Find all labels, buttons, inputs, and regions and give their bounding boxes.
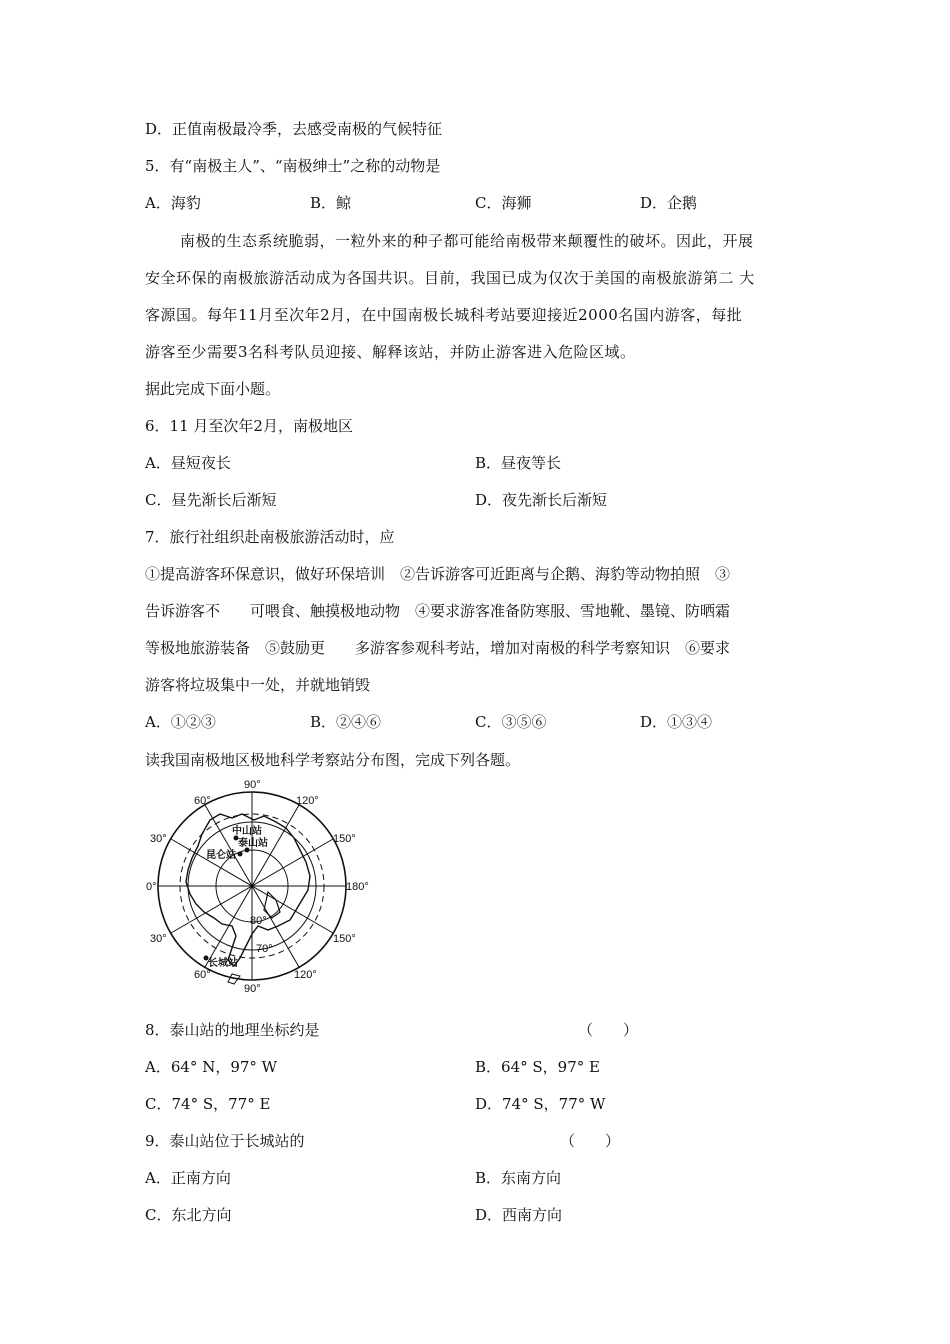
q8-option-b: B．64° S，97° E (475, 1058, 600, 1076)
q5-option-c: C．海狮 (475, 194, 532, 212)
map-label-left: 30° (150, 933, 167, 945)
q9-option-c: C．东北方向 (145, 1206, 232, 1224)
q7-item-line: 等极地旅游装备 ⑤鼓励更 多游客参观科考站，增加对南极的科学考察知识 ⑥要求 (145, 639, 731, 657)
map-label-left: 0° (146, 881, 157, 893)
map-label-top: 60° (194, 795, 211, 807)
station-label-changcheng: 长城站 (208, 958, 238, 969)
station-label-kunlun: 昆仑站 (206, 850, 236, 861)
passage-line: 安全环保的南极旅游活动成为各国共识。目前，我国已成为仅次于美国的南极旅游第二 大 (145, 269, 755, 287)
instruction-text: 读我国南极地区极地科学考察站分布图，完成下列各题。 (145, 751, 521, 769)
q8-option-d: D．74° S，77° W (475, 1095, 606, 1113)
map-label-bottom: 120° (294, 969, 317, 981)
q7-item-line: ①提高游客环保意识，做好环保培训 ②告诉游客可近距离与企鹅、海豹等动物拍照 ③ (145, 565, 731, 583)
q7-option-c: C．③⑤⑥ (475, 713, 547, 731)
passage-line: 客源国。每年11月至次年2月，在中国南极长城科考站要迎接近2000名国内游客，每批 (145, 306, 743, 324)
q9-option-a: A．正南方向 (145, 1169, 231, 1187)
map-latitude-label: 80° (250, 915, 267, 927)
q6-option-c: C．昼先渐长后渐短 (145, 491, 277, 509)
map-label-bottom: 60° (194, 969, 211, 981)
q8-option-a: A．64° N，97° W (145, 1058, 278, 1076)
q6-stem: 6．11 月至次年2月，南极地区 (145, 417, 353, 435)
q9-option-b: B．东南方向 (475, 1169, 562, 1187)
instruction-text: 据此完成下面小题。 (145, 380, 281, 398)
map-label-top: 120° (296, 795, 319, 807)
q9-option-d: D．西南方向 (475, 1206, 563, 1224)
station-label-taishan: 泰山站 (238, 838, 268, 849)
map-label-right: 150° (333, 933, 356, 945)
q8-option-c: C．74° S，77° E (145, 1095, 271, 1113)
q5-option-b: B．鲸 (310, 194, 352, 212)
answer-blank: （ ） (560, 1132, 621, 1150)
q6-option-a: A．昼短夜长 (145, 454, 231, 472)
station-label-zhongshan: 中山站 (232, 826, 262, 837)
map-label-top: 90° (244, 780, 261, 791)
q5-stem: 5．有“南极主人”、“南极绅士”之称的动物是 (145, 157, 441, 175)
q5-option-d: D．企鹅 (640, 194, 698, 212)
q7-option-b: B．②④⑥ (310, 713, 382, 731)
q9-stem: 9．泰山站位于长城站的 (145, 1132, 305, 1150)
q5-option-a: A．海豹 (145, 194, 201, 212)
q4-option-d: D．正值南极最冷季，去感受南极的气候特征 (145, 120, 443, 138)
map-latitude-label: 70° (256, 943, 273, 955)
q7-option-d: D．①③④ (640, 713, 713, 731)
map-label-left: 30° (150, 833, 167, 845)
meridian-lines (158, 792, 346, 980)
q7-stem: 7．旅行社组织赴南极旅游活动时，应 (145, 528, 395, 546)
q6-option-b: B．昼夜等长 (475, 454, 562, 472)
q6-option-d: D．夜先渐长后渐短 (475, 491, 608, 509)
q8-stem: 8．泰山站的地理坐标约是 (145, 1021, 320, 1039)
map-label-bottom: 90° (244, 983, 261, 995)
map-label-right: 180° (346, 881, 369, 893)
antarctica-station-map (140, 780, 380, 995)
q7-item-line: 告诉游客不 可喂食、触摸极地动物 ④要求游客准备防寒服、雪地靴、墨镜、防晒霜 (145, 602, 731, 620)
q7-option-a: A．①②③ (145, 713, 216, 731)
q7-item-line: 游客将垃圾集中一处，并就地销毁 (145, 676, 371, 694)
map-label-right: 150° (333, 833, 356, 845)
passage-line: 游客至少需要3名科考队员迎接、解释该站，并防止游客进入危险区域。 (145, 343, 636, 361)
answer-blank: （ ） (578, 1021, 639, 1039)
station-dot (238, 852, 243, 857)
passage-line: 南极的生态系统脆弱，一粒外来的种子都可能给南极带来颠覆性的破坏。因此，开展 (180, 232, 754, 250)
